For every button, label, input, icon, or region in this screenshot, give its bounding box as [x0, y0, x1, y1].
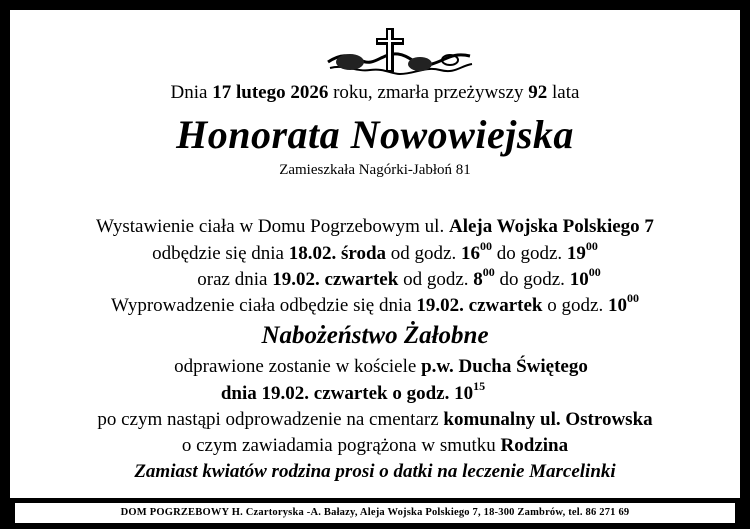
donation-request: Zamiast kwiatów rodzina prosi o datki na leczenie Marcelinki	[134, 461, 616, 482]
service-time-line: dnia 19.02. czwartek o godz. $10^{15}$	[220, 379, 486, 404]
cross-ribbon-emblem	[320, 24, 480, 84]
viewing-location-line: Wystawienie ciała w Domu Pogrzebowym ul. Aleja Wojska Polskiego 7	[96, 216, 654, 237]
departure-line: Wyprowadzenie ciała odbędzie się dnia 19.02. czwartek o godz. $10^{00}$	[111, 291, 639, 316]
service-title: Nabożeństwo Żałobne	[261, 322, 489, 349]
funeral-home-footer: DOM POGRZEBOWY H. Czartoryska -A. Bałazy, Aleja Wojska Polskiego 7, 18-300 Zambrów, tel. 86 271 69	[14, 502, 736, 524]
death-announcement-line: Dnia 17 lutego 2026 roku, zmarła przeżywszy 92 lata	[170, 82, 580, 103]
residence: Zamieszkała Nagórki-Jabłoń 81	[279, 162, 471, 178]
family-line: o czym zawiadamia pogrążona w smutku Rodzina	[181, 435, 569, 456]
viewing-day1-line: odbędzie się dnia 18.02. środa od godz. $16^{00}$ do godz. $19^{00}$	[152, 239, 598, 264]
burial-line: po czym nastąpi odprowadzenie na cmentarz komunalny ul. Ostrowska	[97, 409, 653, 430]
obituary-card	[10, 10, 740, 498]
service-church-line: odprawione zostanie w kościele p.w. Ducha Świętego	[174, 356, 588, 377]
viewing-day2-line: oraz dnia 19.02. czwartek od godz. $8^{00}$ do godz. $10^{00}$	[197, 265, 601, 290]
deceased-name: Honorata Nowowiejska	[176, 112, 574, 157]
